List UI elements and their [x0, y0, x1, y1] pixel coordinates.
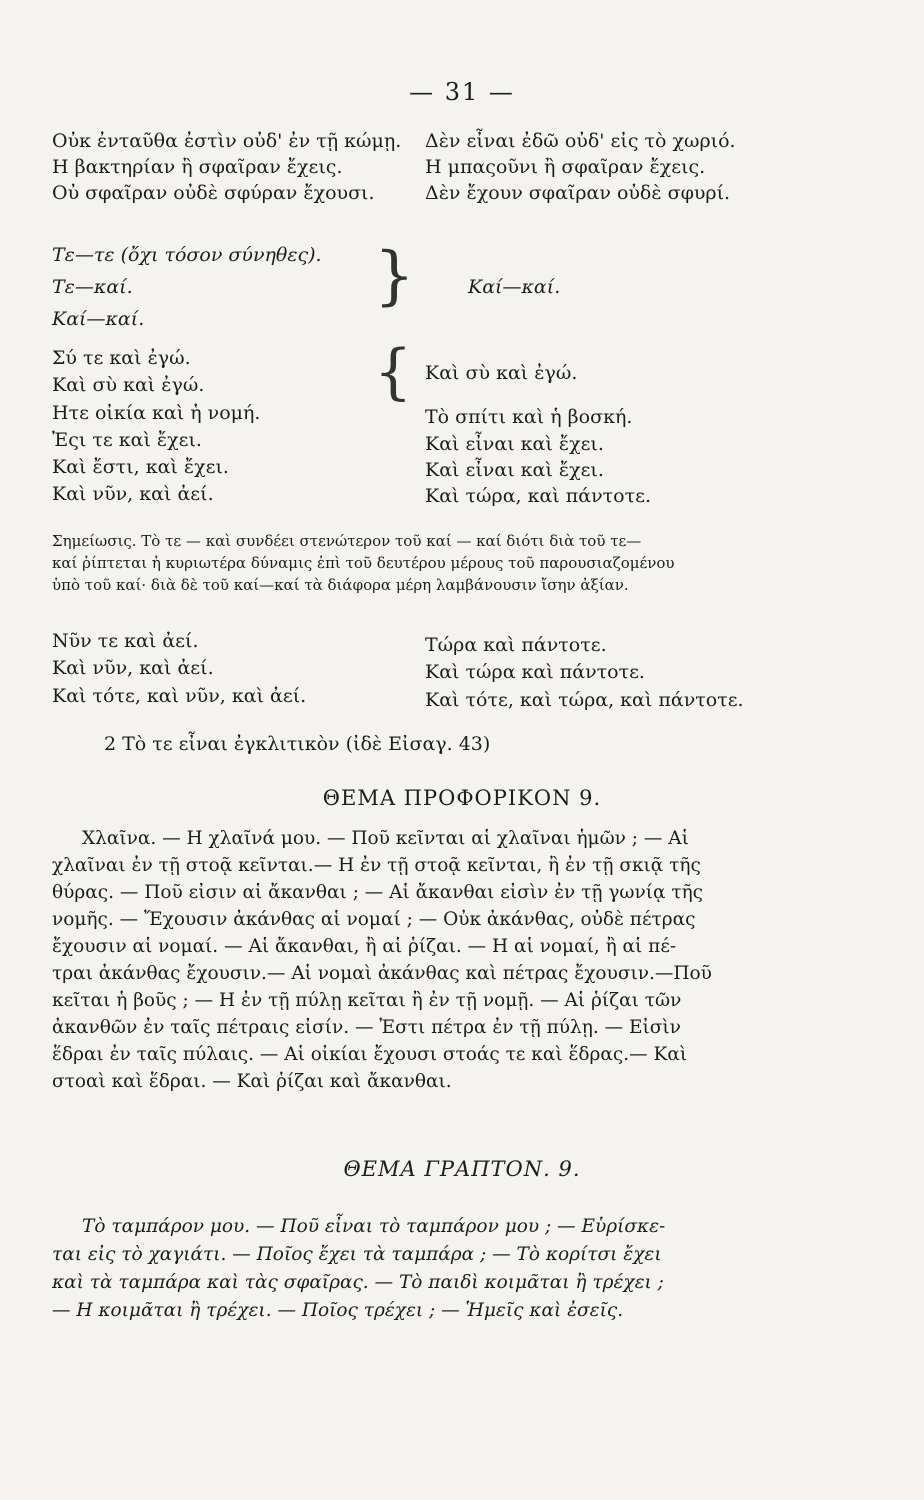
rule-line: Καί—καί. — [52, 308, 145, 330]
note-line: καί ῥίπτεται ἡ κυριωτέρα δύναμις ἐπὶ τοῦ δευτέρου μέρους τοῦ παρουσιαζομένου — [52, 554, 675, 572]
text-line: Σύ τε καὶ ἐγώ. — [52, 347, 191, 369]
paragraph-line: ἀκανθῶν ἐν ταῖς πέτραις εἰσίν. — Ἐστι πέτρα ἐν τῇ πύλῃ. — Εἰσὶν — [52, 1017, 681, 1038]
paragraph-line: νομῆς. — Ἔχουσιν ἀκάνθας αἱ νομαί ; — Οὐκ ἀκάνθας, οὐδὲ πέτρας — [52, 909, 696, 930]
rule-line: Καί—καί. — [468, 276, 561, 298]
brace-symbol: { — [374, 337, 413, 407]
rule-line: Τε—καί. — [52, 276, 133, 298]
page-number: — 31 — — [409, 78, 515, 106]
note-line: ὑπὸ τοῦ καί· διὰ δὲ τοῦ καί—καί τὰ διάφορα μέρη λαμβάνουσιν ἴσην ἀξίαν. — [52, 576, 629, 594]
text-line: Καὶ εἶναι καὶ ἔχει. — [425, 459, 604, 481]
text-line: Καὶ ἔστι, καὶ ἔχει. — [52, 456, 229, 478]
text-line: Ητε οἰκία καὶ ἡ νομή. — [52, 402, 261, 424]
written-exercise-heading: ΘΕΜΑ ΓΡΑΠΤΟΝ. 9. — [343, 1157, 581, 1181]
text-line: Νῦν τε καὶ ἀεί. — [52, 630, 199, 652]
paragraph-line: Τὸ ταμπάρον μου. — Ποῦ εἶναι τὸ ταμπάρον μου ; — Εὑρίσκε- — [82, 1216, 666, 1237]
text-line: Καὶ τώρα καὶ πάντοτε. — [425, 661, 645, 683]
paragraph-line: θύρας. — Ποῦ εἰσιν αἱ ἄκανθαι ; — Αἱ ἄκανθαι εἰσὶν ἐν τῇ γωνίᾳ τῆς — [52, 882, 704, 903]
brace-symbol: } — [374, 239, 415, 313]
paragraph-line: κεῖται ἡ βοῦς ; — Η ἐν τῇ πύλῃ κεῖται ἢ ἐν τῇ νομῇ. — Αἱ ῥίζαι τῶν — [52, 990, 682, 1011]
oral-exercise-heading: ΘΕΜΑ ΠΡΟΦΟΡΙΚΟΝ 9. — [322, 786, 602, 810]
text-line: Καὶ νῦν, καὶ ἀεί. — [52, 657, 214, 679]
text-line: Καὶ εἶναι καὶ ἔχει. — [425, 433, 604, 455]
text-line: Καὶ σὺ καὶ ἐγώ. — [425, 362, 578, 384]
paragraph-line: — Η κοιμᾶται ἢ τρέχει. — Ποῖος τρέχει ; — Ἡμεῖς καὶ ἐσεῖς. — [52, 1300, 624, 1321]
text-line: Καὶ τώρα, καὶ πάντοτε. — [425, 485, 652, 507]
footnote: 2 Τὸ τε εἶναι ἐγκλιτικὸν (ἰδὲ Εἰσαγ. 43) — [104, 733, 491, 755]
text-line: Καὶ τότε, καὶ νῦν, καὶ ἀεί. — [52, 685, 307, 707]
paragraph-line: ἕδραι ἐν ταῖς πύλαις. — Αἱ οἰκίαι ἔχουσι στοάς τε καὶ ἕδρας.— Καὶ — [52, 1044, 688, 1065]
text-line: Οὐ σφαῖραν οὐδὲ σφύραν ἔχουσι. — [52, 182, 375, 204]
paragraph-line: χλαῖναι ἐν τῇ στοᾷ κεῖνται.— Η ἐν τῇ στοᾷ κεῖνται, ἢ ἐν τῇ σκιᾷ τῆς — [52, 855, 701, 876]
text-line: Οὐκ ἐνταῦθα ἐστὶν οὐδ' ἐν τῇ κώμῃ. — [52, 130, 402, 152]
note-paragraph — [52, 530, 876, 596]
paragraph-line: ται εἰς τὸ χαγιάτι. — Ποῖος ἔχει τὰ ταμπάρα ; — Τὸ κορίτσι ἔχει — [52, 1244, 662, 1265]
note-line: Σημείωσις. Τὸ τε — καὶ συνδέει στενώτερον τοῦ καί — καί διότι διὰ τοῦ τε— — [52, 532, 642, 550]
text-line: Καὶ τότε, καὶ τώρα, καὶ πάντοτε. — [425, 689, 744, 711]
paragraph-line: τραι ἀκάνθας ἔχουσιν.— Αἱ νομαὶ ἀκάνθας καὶ πέτρας ἔχουσιν.—Ποῦ — [52, 963, 712, 984]
text-line: Καὶ σὺ καὶ ἐγώ. — [52, 374, 205, 396]
text-line: Δὲν εἶναι ἐδῶ οὐδ' εἰς τὸ χωριό. — [425, 130, 736, 152]
text-line: Δὲν ἔχουν σφαῖραν οὐδὲ σφυρί. — [425, 182, 731, 204]
text-line: Η μπαςοῦνι ἢ σφαῖραν ἔχεις. — [425, 156, 706, 178]
paragraph-line: Χλαῖνα. — Η χλαῖνά μου. — Ποῦ κεῖνται αἱ χλαῖναι ἡμῶν ; — Αἱ — [82, 828, 689, 849]
text-line: Ἐςι τε καὶ ἔχει. — [52, 429, 202, 451]
text-line: Η βακτηρίαν ἢ σφαῖραν ἔχεις. — [52, 156, 343, 178]
paragraph-line: καὶ τὰ ταμπάρα καὶ τὰς σφαῖρας. — Τὸ παιδὶ κοιμᾶται ἢ τρέχει ; — [52, 1272, 664, 1293]
rule-line: Τε—τε (ὄχι τόσον σύνηθες). — [52, 244, 322, 266]
paragraph-line: στοαὶ καὶ ἕδραι. — Καὶ ῥίζαι καὶ ἄκανθαι. — [52, 1071, 452, 1092]
text-line: Καὶ νῦν, καὶ ἀεί. — [52, 483, 214, 505]
paragraph-line: ἔχουσιν αἱ νομαί. — Αἱ ἄκανθαι, ἢ αἱ ῥίζαι. — Η αἱ νομαί, ἢ αἱ πέ- — [52, 936, 677, 957]
text-line: Τώρα καὶ πάντοτε. — [425, 634, 607, 656]
text-line: Τὸ σπίτι καὶ ἡ βοσκή. — [425, 406, 633, 428]
